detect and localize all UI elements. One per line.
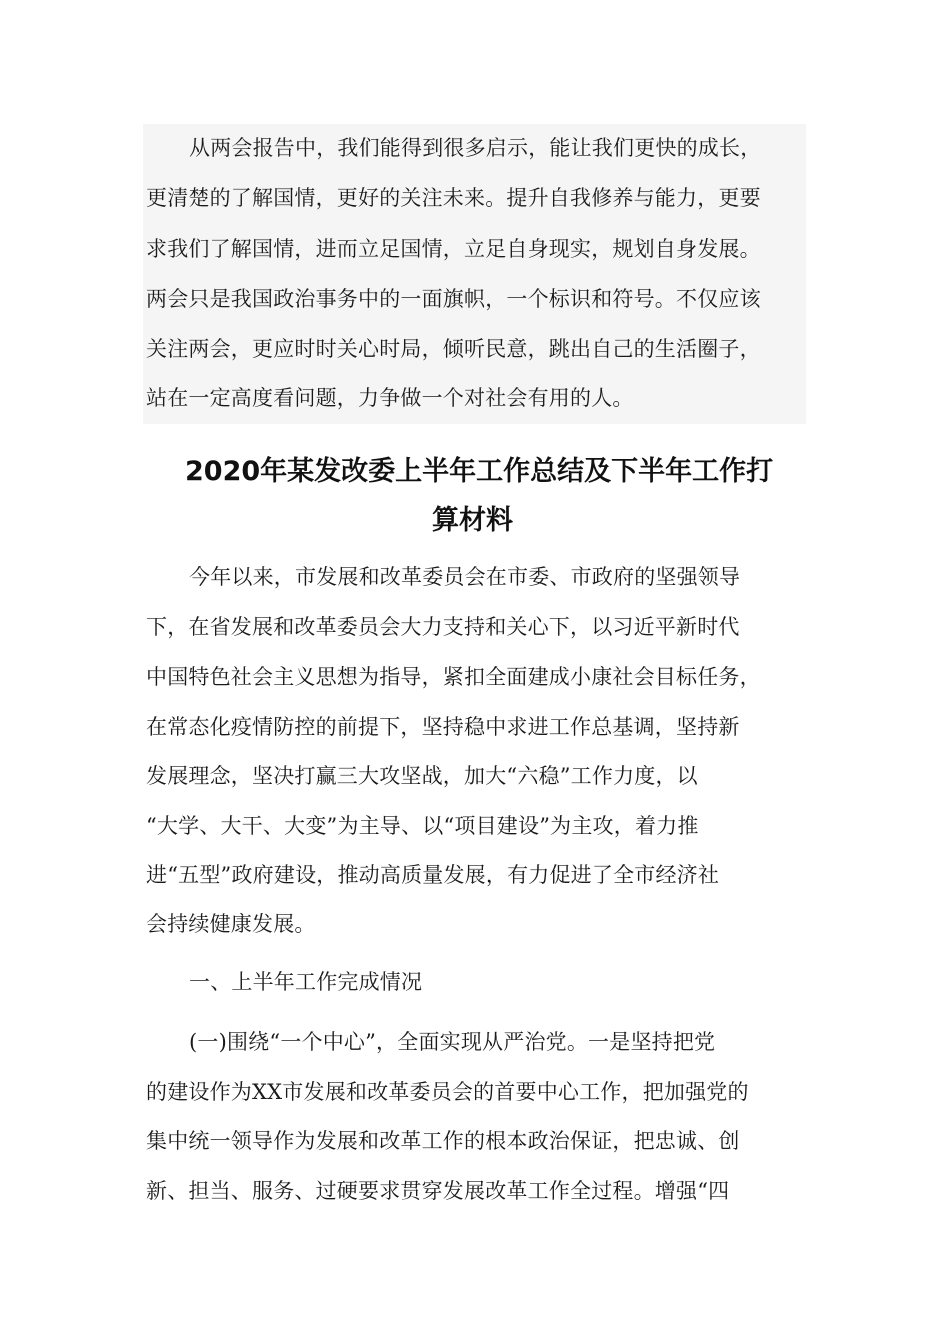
intro-line: 关注两会，更应时时关心时局，倾听民意，跳出自己的生活圈子， [146, 337, 761, 361]
article-title-line-2: 算材料 [432, 505, 513, 536]
body-line: 下，在省发展和改革委员会大力支持和关心下，以习近平新时代 [146, 615, 740, 639]
body-line: 今年以来，市发展和改革委员会在市委、市政府的坚强领导 [189, 565, 741, 589]
intro-line: 两会只是我国政治事务中的一面旗帜，一个标识和符号。不仅应该 [146, 287, 761, 311]
section-heading: 一、上半年工作完成情况 [189, 970, 423, 994]
body-line: 在常态化疫情防控的前提下，坚持稳中求进工作总基调，坚持新 [146, 715, 740, 739]
article-title-line-1: 2020年某发改委上半年工作总结及下半年工作打 [185, 456, 774, 487]
body-line: 的建设作为XX市发展和改革委员会的首要中心工作，把加强党的 [146, 1080, 749, 1104]
body-line: 会持续健康发展。 [146, 912, 316, 936]
intro-line: 从两会报告中，我们能得到很多启示，能让我们更快的成长， [189, 136, 762, 160]
intro-line: 求我们了解国情，进而立足国情，立足自身现实，规划自身发展。 [146, 237, 761, 261]
body-line: 进“五型”政府建设，推动高质量发展，有力促进了全市经济社 [146, 863, 720, 887]
body-line: 中国特色社会主义思想为指导，紧扣全面建成小康社会目标任务， [146, 665, 761, 689]
intro-paragraph-block [143, 124, 806, 424]
body-line: “大学、大干、大变”为主导、以“项目建设”为主攻，着力推 [146, 814, 699, 838]
body-line: (一)围绕“一个中心”，全面实现从严治党。一是坚持把党 [189, 1030, 716, 1054]
body-line: 发展理念，坚决打赢三大攻坚战，加大“六稳”工作力度，以 [146, 764, 698, 788]
body-line: 新、担当、服务、过硬要求贯穿发展改革工作全过程。增强“四 [146, 1179, 730, 1203]
intro-line: 更清楚的了解国情，更好的关注未来。提升自我修养与能力，更要 [146, 186, 761, 210]
body-line: 集中统一领导作为发展和改革工作的根本政治保证，把忠诚、创 [146, 1129, 740, 1153]
intro-line: 站在一定高度看问题，力争做一个对社会有用的人。 [146, 386, 634, 410]
